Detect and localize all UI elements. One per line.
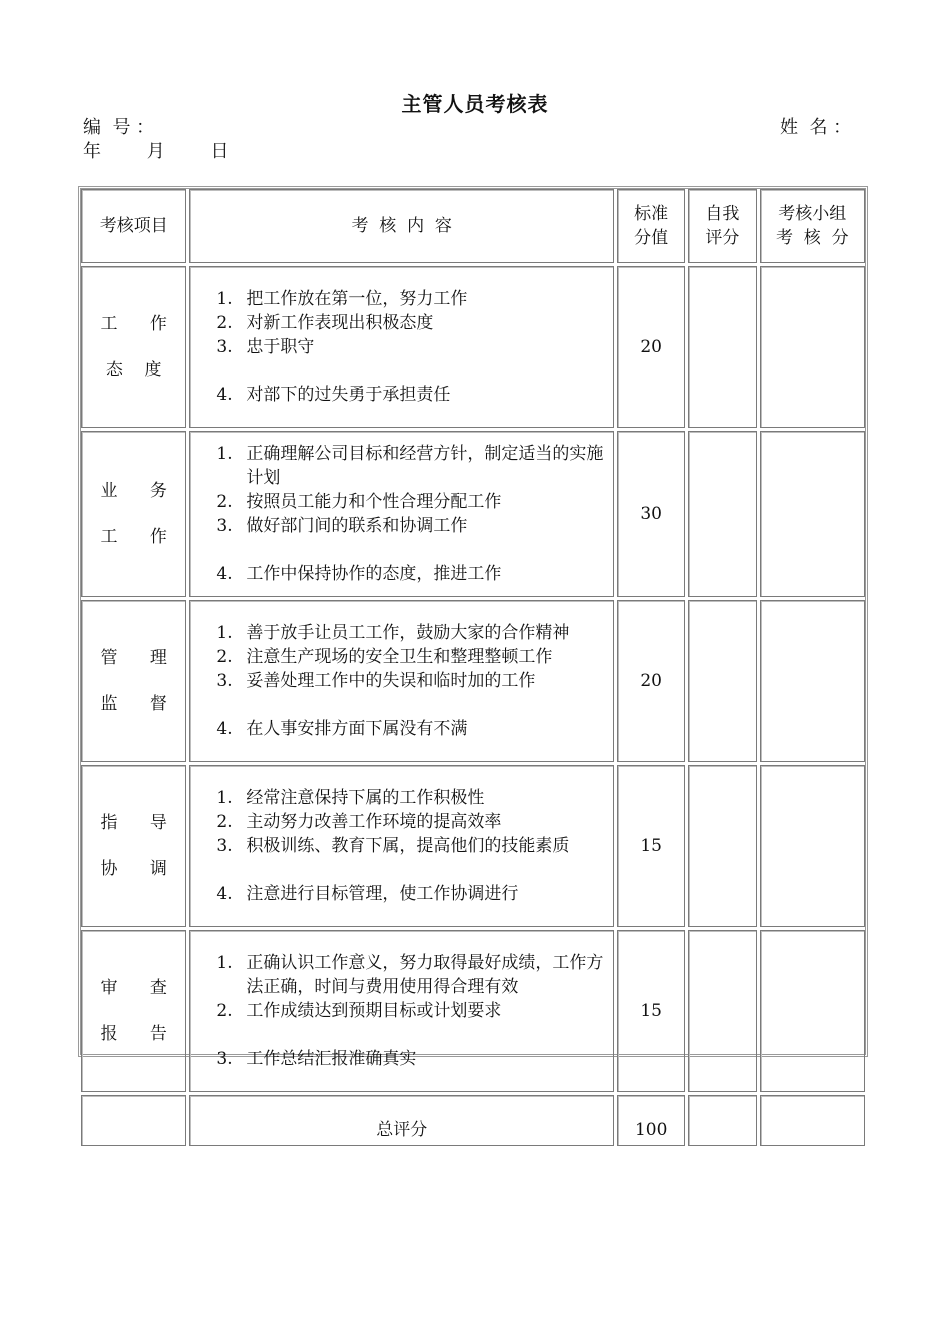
list-item: 3. 忠于职守 bbox=[216, 337, 315, 357]
list-item: 1. 经常注意保持下属的工作积极性 bbox=[216, 788, 485, 808]
list-item: 3. 积极训练、教育下属，提高他们的技能素质 bbox=[216, 836, 570, 856]
document-title: 主管人员考核表 bbox=[401, 92, 549, 116]
name-label: 姓 名 ： bbox=[780, 117, 852, 138]
list-item: 4. 注意进行目标管理，使工作协调进行 bbox=[216, 884, 519, 904]
standard-score: 30 bbox=[617, 431, 685, 597]
list-item: 4. 工作中保持协作的态度，推进工作 bbox=[216, 564, 502, 584]
group-score-field[interactable] bbox=[760, 930, 865, 1092]
header-item: 考核项目 bbox=[81, 189, 186, 263]
list-item: 2. 对新工作表现出积极态度 bbox=[216, 313, 434, 333]
self-score-field[interactable] bbox=[688, 930, 756, 1092]
standard-score: 15 bbox=[617, 765, 685, 927]
total-standard-score: 100 bbox=[617, 1095, 685, 1146]
table-row bbox=[81, 431, 865, 597]
list-item: 4. 在人事安排方面下属没有不满 bbox=[216, 719, 468, 739]
category-cell: 业 务 工 作 bbox=[81, 431, 186, 597]
list-item: 1. 把工作放在第一位，努力工作 bbox=[216, 289, 468, 309]
self-score-field[interactable] bbox=[688, 266, 756, 428]
table-row bbox=[81, 266, 865, 428]
list-item: 1. 正确理解公司目标和经营方针，制定适当的实施计划 bbox=[216, 444, 604, 488]
criteria-cell bbox=[189, 765, 614, 927]
list-item: 4. 对部下的过失勇于承担责任 bbox=[216, 385, 451, 405]
category-cell: 审 查 报 告 bbox=[81, 930, 186, 1092]
number-label: 编 号 ： bbox=[83, 117, 155, 138]
category-cell: 工 作 态 度 bbox=[81, 266, 186, 428]
total-row bbox=[81, 1095, 865, 1146]
criteria-cell bbox=[189, 600, 614, 762]
header-self-score: 自我 评分 bbox=[688, 189, 756, 263]
list-item: 1. 正确认识工作意义，努力取得最好成绩，工作方法正确，时间与费用使用得合理有效 bbox=[216, 953, 604, 997]
standard-score: 20 bbox=[617, 266, 685, 428]
header-standard-score: 标准 分值 bbox=[617, 189, 685, 263]
table-row bbox=[81, 930, 865, 1092]
group-score-field[interactable] bbox=[760, 266, 865, 428]
table-row bbox=[81, 600, 865, 762]
list-item: 1. 善于放手让员工工作，鼓励大家的合作精神 bbox=[216, 623, 570, 643]
total-label: 总评分 bbox=[189, 1095, 614, 1146]
list-item: 2. 注意生产现场的安全卫生和整理整顿工作 bbox=[216, 647, 553, 667]
list-item: 2. 按照员工能力和个性合理分配工作 bbox=[216, 492, 502, 512]
group-score-field[interactable] bbox=[760, 431, 865, 597]
list-item: 3. 工作总结汇报准确真实 bbox=[216, 1049, 417, 1069]
header-row bbox=[81, 189, 865, 263]
list-item: 2. 工作成绩达到预期目标或计划要求 bbox=[216, 1001, 502, 1021]
criteria-cell bbox=[189, 930, 614, 1092]
self-score-field[interactable] bbox=[688, 431, 756, 597]
list-item: 3. 做好部门间的联系和协调工作 bbox=[216, 516, 468, 536]
list-item: 3. 妥善处理工作中的失误和临时加的工作 bbox=[216, 671, 536, 691]
standard-score: 15 bbox=[617, 930, 685, 1092]
criteria-cell bbox=[189, 266, 614, 428]
total-blank-cell bbox=[81, 1095, 186, 1146]
group-score-field[interactable] bbox=[760, 600, 865, 762]
self-score-field[interactable] bbox=[688, 600, 756, 762]
list-item: 2. 主动努力改善工作环境的提高效率 bbox=[216, 812, 502, 832]
total-group-score-field[interactable] bbox=[760, 1095, 865, 1146]
category-cell: 管 理 监 督 bbox=[81, 600, 186, 762]
header-content: 考 核 内 容 bbox=[189, 189, 614, 263]
table-row bbox=[81, 765, 865, 927]
header-group-score: 考核小组 考 核 分 bbox=[760, 189, 865, 263]
date-label: 年 月 日 bbox=[83, 141, 229, 162]
criteria-cell bbox=[189, 431, 614, 597]
category-cell: 指 导 协 调 bbox=[81, 765, 186, 927]
self-score-field[interactable] bbox=[688, 765, 756, 927]
group-score-field[interactable] bbox=[760, 765, 865, 927]
evaluation-table bbox=[78, 186, 868, 1149]
total-self-score-field[interactable] bbox=[688, 1095, 756, 1146]
standard-score: 20 bbox=[617, 600, 685, 762]
